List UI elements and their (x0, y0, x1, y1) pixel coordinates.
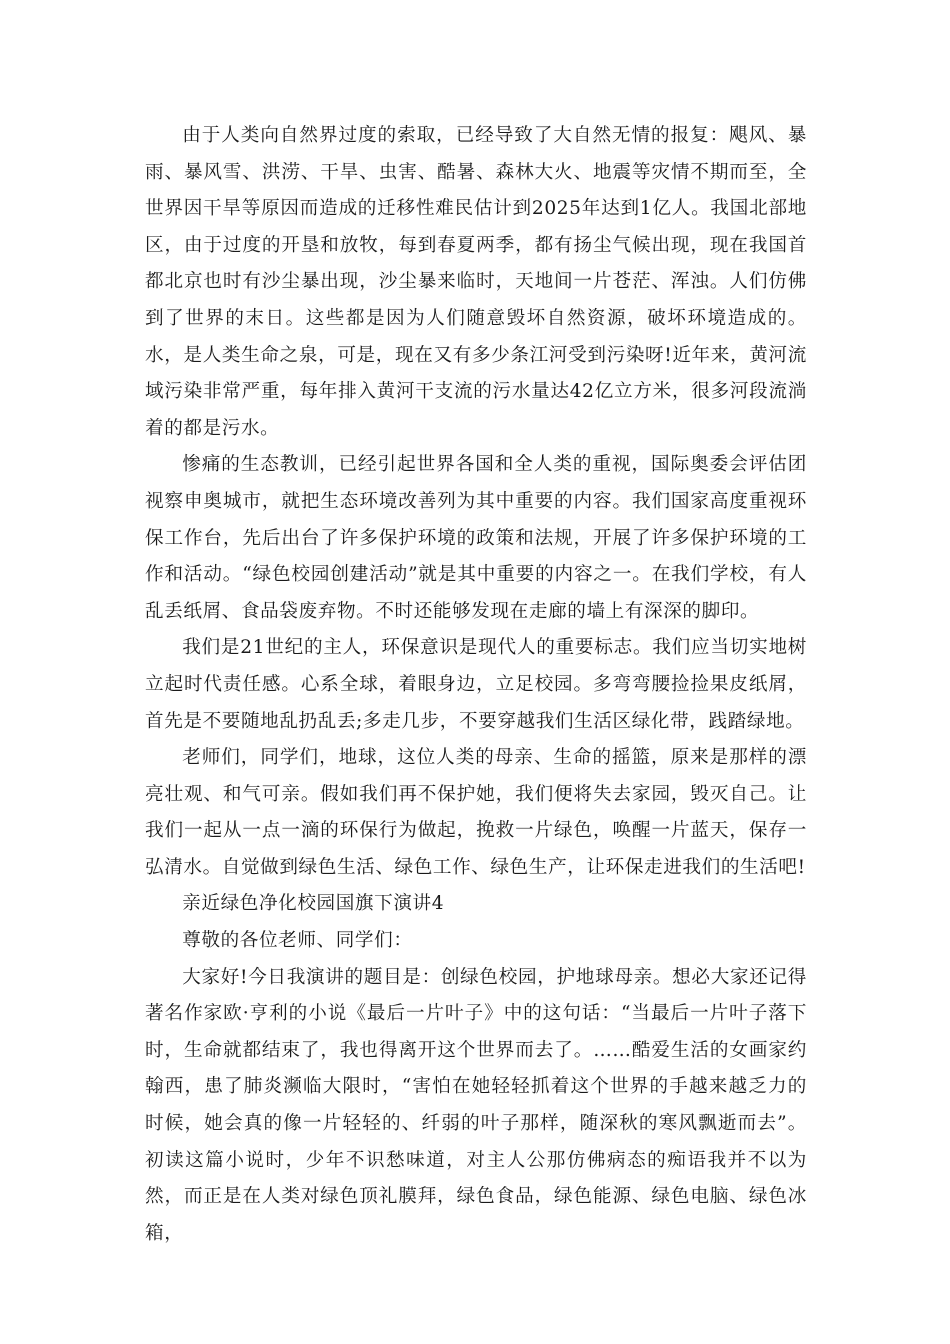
paragraph-environmental-awareness: 我们是21世纪的主人，环保意识是现代人的重要标志。我们应当切实地树立起时代责任感。心系全球，着眼身边，立足校园。多弯弯腰捡捡果皮纸屑，首先是不要随地乱扔乱丢;多走几步，不要穿越我们生活区绿化带，践踏绿地。 (145, 637, 807, 732)
paragraph-call-to-action: 老师们，同学们，地球，这位人类的母亲、生命的摇篮，原来是那样的漂亮壮观、和气可亲。假如我们再不保护她，我们便将失去家园，毁灭自己。让我们一起从一点一滴的环保行为做起，挽救一片绿色，唤醒一片蓝天，保存一弘清水。自觉做到绿色生活、绿色工作、绿色生产，让环保走进我们的生活吧! (145, 747, 807, 878)
speech-text-body (145, 118, 807, 1252)
paragraph-speech-opening: 大家好!今日我演讲的题目是：创绿色校园，护地球母亲。想必大家还记得著名作家欧·亨利的小说《最后一片叶子》中的这句话：“当最后一片叶子落下时，生命就都结束了，我也得离开这个世界而去了。……酷爱生活的女画家约翰西，患了肺炎濒临大限时，“害怕在她轻轻抓着这个世界的手越来越乏力的时候，她会真的像一片轻轻的、纤弱的叶子那样，随深秋的寒风飘逝而去”。初读这篇小说时，少年不识愁味道，对主人公那仿佛病态的痴语我并不以为然，而正是在人类对绿色顶礼膜拜，绿色食品，绿色能源、绿色电脑、绿色冰箱， (145, 966, 807, 1244)
speech-salutation: 尊敬的各位老师、同学们： (182, 930, 413, 952)
paragraph-disasters: 由于人类向自然界过度的索取，已经导致了大自然无情的报复：飓风、暴雨、暴风雪、洪涝、干旱、虫害、酷暑、森林大火、地震等灾情不期而至，全世界因干旱等原因而造成的迁移性难民估计到2025年达到1亿人。我国北部地区，由于过度的开垦和放牧，每到春夏两季，都有扬尘气候出现，现在我国首都北京也时有沙尘暴出现，沙尘暴来临时，天地间一片苍茫、浑浊。人们仿佛到了世界的末日。这些都是因为人们随意毁坏自然资源，破坏环境造成的。水，是人类生命之泉，可是，现在又有多少条江河受到污染呀!近年来，黄河流域污染非常严重，每年排入黄河干支流的污水量达42亿立方米，很多河段流淌着的都是污水。 (145, 125, 807, 439)
speech-heading: 亲近绿色净化校园国旗下演讲4 (182, 893, 445, 915)
paragraph-ecological-lesson: 惨痛的生态教训，已经引起世界各国和全人类的重视，国际奥委会评估团视察申奥城市，就把生态环境改善列为其中重要的内容。我们国家高度重视环保工作台，先后出台了许多保护环境的政策和法规，开展了许多保护环境的工作和活动。“绿色校园创建活动”就是其中重要的内容之一。在我们学校，有人乱丢纸屑、食品袋废弃物。不时还能够发现在走廊的墙上有深深的脚印。 (145, 454, 807, 622)
